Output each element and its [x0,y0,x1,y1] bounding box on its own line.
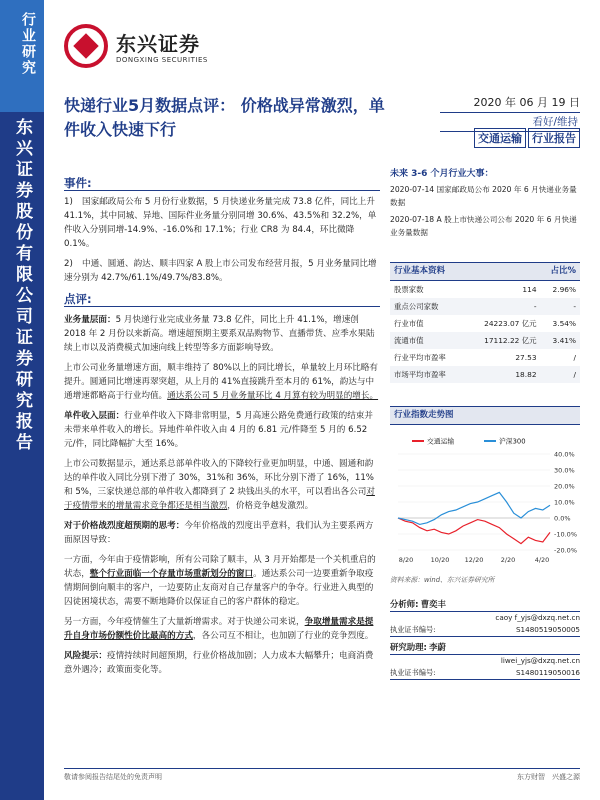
para-text: 疫情持续时间超预期，行业价格战加剧；人力成本大幅攀升；电商消费意外遇冷；政策面变化等。 [64,651,374,675]
basics-row [390,332,580,349]
para-label: 风险提示： [64,651,107,661]
cert-label: 执业证书编号: [390,625,436,634]
para-text: 一方面，今年由于疫情影响，所有公司除了顺丰，从 3 月开始都是一个关机重启的状态， [64,555,376,579]
para-volume [64,313,380,355]
footer-divider [64,768,580,769]
basics-cell-value: 18.82 [515,370,537,379]
chart-y-tick: -10.0% [554,530,577,539]
chart-series-line [398,492,550,524]
analyst-role: 研究助理: [390,642,427,652]
para-label: 对于价格战烈度超预期的思考： [64,521,185,531]
basics-cell-value: 27.53 [515,353,537,362]
events-heading: 事件: [64,176,380,191]
analyst-name: 李蔚 [429,642,446,652]
basics-row [390,315,580,332]
para-text: 上市公司业务量增速方面，顺丰维持了 80%以上的同比增长，单量较上月环比略有提升。圆通同比增速再翠突超，从上月的 41%直接跳升至本月的 61%，韵达与中通增速都略高于行业均值。 [64,363,379,401]
para-text: 。通达系公司一边要重新争取疫情期间倒向顺丰的客户，一边要防止友商对自己存量客户的争夺。行业进入典型的囚徒困境状态，需要不断地降价以保证自己的客户群体的稳定。 [64,569,374,607]
basics-cell-label: 股票家数 [394,285,424,294]
comment-section [64,292,380,683]
para-highlight: 对于疫情带来的增量需求竞争都还是相当激烈 [64,487,375,511]
basics-row [390,366,580,383]
event-item [64,257,380,285]
footer-slogan: 东方财智 兴盛之源 [517,773,580,781]
index-chart [390,432,582,572]
para-risk [64,649,380,677]
para-listed-volume [64,361,380,403]
chart-title: 行业指数走势图 [394,410,454,420]
basics-cell-label: 行业市值 [394,319,424,328]
basics-cell-pct: 3.41% [552,336,576,345]
para-listed-revenue [64,457,380,513]
chart-y-tick: -20.0% [554,546,577,555]
analyst-email: caoy f_yjs@dxzq.net.cn [495,613,580,622]
basics-cell-pct: / [573,353,576,362]
basics-section [390,262,580,383]
rating-badge: 看好/维持 [440,112,580,132]
chart-x-tick: 10/20 [430,556,450,564]
basics-cell-value: 17112.22 亿元 [484,336,537,345]
chart-y-tick: 40.0% [554,450,575,459]
tag-sector: 交通运输 [474,128,526,148]
para-reason-2 [64,615,380,643]
cert-number: S1480119050016 [515,668,580,677]
basics-row [390,298,580,315]
chart-x-tick: 4/20 [534,556,550,564]
analyst-1 [390,598,580,612]
para-text: 5 月快递行业完成业务量 73.8 亿件，同比上升 41.1%，增速创 2018 年 2 月份以来新高。增速超预期主要系双品购物节、直播带货、应季水果陆续上市以及消费模式加速向线上转型等多方面影响导致。 [64,315,375,353]
para-thoughts [64,519,380,547]
chart-legend-label: 沪深300 [499,437,526,446]
events-section [64,176,380,285]
tag-type: 行业报告 [528,128,580,148]
basics-cell-pct: 3.54% [552,319,576,328]
footer-disclaimer: 敬请参阅报告结尾处的免责声明 [64,773,162,781]
chart-y-tick: 20.0% [554,482,575,491]
logo-en: DONGXING SECURITIES [116,56,208,64]
basics-cell-pct: / [573,370,576,379]
basics-cell-value: 24223.07 亿元 [484,319,537,328]
para-reason-1 [64,553,380,609]
para-label: 单件收入层面： [64,411,125,421]
chart-x-tick: 2/20 [500,556,516,564]
para-text: 另一方面，今年疫情催生了大量新增需求。对于快递公司来说， [64,617,305,627]
chart-y-tick: 0.0% [554,514,571,523]
event-item [64,195,380,251]
basics-heading [390,262,580,281]
chart-x-tick: 8/20 [398,556,414,564]
event-num: 2) [64,259,73,269]
chart-source: 资料来源：wind、东兴证券研究所 [390,576,495,584]
para-text: ，价格竞争越发激烈。 [227,501,314,511]
chart-y-tick: 30.0% [554,466,575,475]
basics-row [390,349,580,366]
analyst-email: liwei_yjs@dxzq.net.cn [500,656,580,665]
chart-legend-label: 交通运输 [427,437,455,446]
outlook-item: 2020-07-14 国家邮政局公布 2020 年 6 月快递业务量数据 [390,185,577,207]
para-highlight: 争取增量需求是提升自身市场份额性价比最高的方式 [64,617,374,641]
basics-cell-label: 市场平均市盈率 [394,370,446,379]
chart-series-line [398,518,550,544]
analyst-cert [390,624,580,637]
basics-table [390,281,580,383]
event-text: 国家邮政局公布 5 月份行业数据，5 月快递业务量完成 73.8 亿件，同比上升 41.1%，其中同城、异地、国际件业务量分别同增 30.6%、43.5%和 32.2%，单件收入分别同增-14.9%、-16.0%和 17.1%；行业 CR8 为 84.4，环比微降 0.1%。 [64,197,377,249]
comment-heading: 点评: [64,292,380,307]
analyst-section [390,598,580,680]
logo-mark-icon [64,24,108,68]
para-text: 行业单件收入下降非常明显，5 月高速公路免费通行政策的结束并未带来单件收入的增长。异地件单件收入由 4 月的 6.81 元/件降至 5 月的 6.52 元/件，同比降幅扩大至 16%。 [64,411,373,449]
basics-cell-label: 流通市值 [394,336,424,345]
para-text: ，各公司互不相让，也加剧了行业的竞争烈度。 [192,631,374,641]
para-text: 上市公司数据显示，通达系总部单件收入的下降较行业更加明显，中通、圆通和韵达的单件收入同比分别下滑了 30%，31%和 36%，环比分别下滑了 16%，11%和 5%，三家快递总部的单件收入都降到了 2 块钱出头的水平，可以看出各公司 [64,459,374,497]
cert-label: 执业证书编号: [390,668,436,677]
basics-cell-label: 行业平均市盈率 [394,353,446,362]
analyst-2 [390,641,580,655]
logo-cn: 东兴证券 [116,32,200,56]
analyst-cert [390,667,580,680]
cert-number: S1480519050005 [515,625,580,634]
para-revenue [64,409,380,451]
basics-cell-value: 114 [522,285,537,294]
chart-heading [390,406,580,425]
company-logo [64,24,234,76]
chart-heading-wrap [390,406,580,425]
para-label: 业务量层面： [64,315,116,325]
basics-title: 行业基本资料 [394,266,446,276]
para-highlight: 整个行业面临一个存量市场重新划分的窗口 [89,569,254,579]
basics-cell-pct: - [573,302,576,311]
sidebar [0,0,44,800]
basics-cell-pct: 2.96% [552,285,576,294]
basics-cell-value: - [533,302,537,311]
event-text: 中通、圆通、韵达、顺丰四家 A 股上市公司发布经营月报，5 月业务量同比增速分别为 42.7%/61.1%/49.7%/83.8%。 [64,259,377,283]
basics-pct-header: 占比% [550,266,576,276]
event-num: 1) [64,197,73,207]
para-text: 今年价格战的烈度出乎意料，我们认为主要系两方面原因导致： [64,521,374,545]
outlook-section [390,168,580,239]
chart-x-tick: 12/20 [464,556,484,564]
sidebar-company: 东兴证券股份有限公司证券研究报告 [12,118,32,454]
report-tags [440,128,580,148]
chart-y-tick: 10.0% [554,498,575,507]
basics-cell-label: 重点公司家数 [394,302,439,311]
analyst-role: 分析师: [390,599,419,609]
para-highlight: 通达系公司 5 月业务量环比 4 月算有较为明显的增长。 [167,391,379,401]
outlook-heading: 未来 3-6 个月行业大事： [390,169,494,179]
sidebar-category: 行业研究 [20,12,36,76]
outlook-item: 2020-07-18 A 股上市快递公司公布 2020 年 6 月快递业务量数据 [390,215,577,237]
report-title: 快递行业5月数据点评： 价格战异常激烈，单件收入快速下行 [64,96,385,139]
report-date: 2020 年 06 月 19 日 [440,94,580,113]
basics-row [390,281,580,298]
analyst-name: 曹奕丰 [420,599,446,609]
